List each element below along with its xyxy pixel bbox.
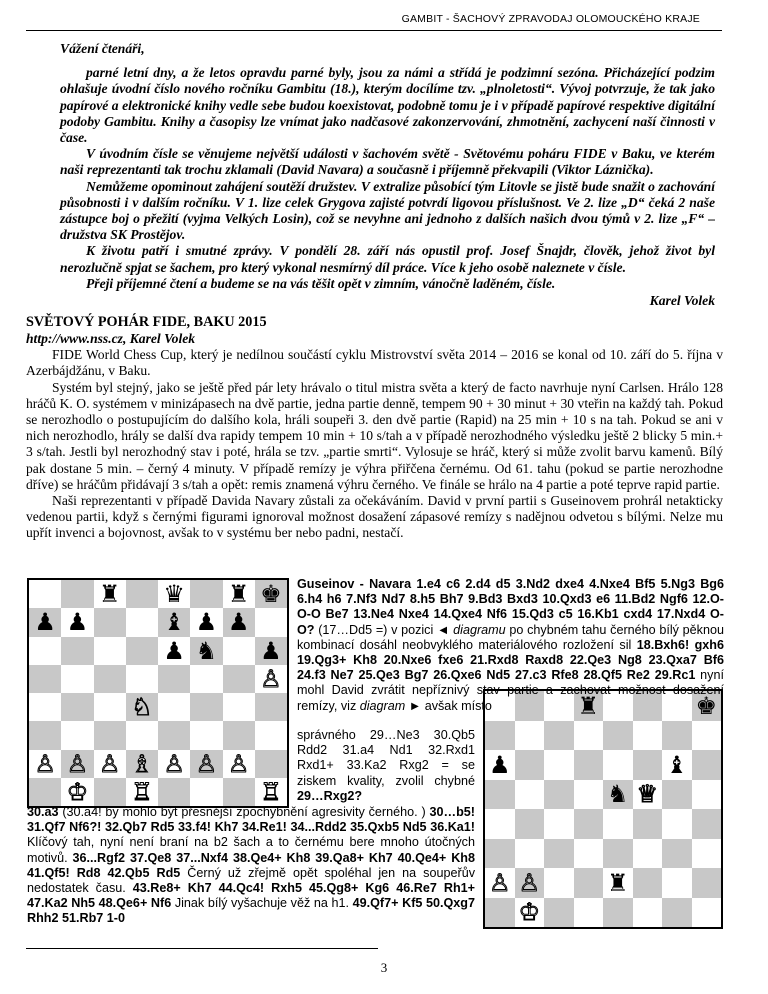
board-square — [190, 580, 222, 608]
board-square — [29, 778, 61, 806]
board-square — [61, 637, 93, 665]
board-square — [158, 665, 190, 693]
board-square — [633, 868, 663, 898]
board-square — [544, 780, 574, 810]
board-square — [126, 665, 158, 693]
game-notation — [297, 577, 724, 714]
chess-piece: ♝ — [158, 608, 190, 636]
game-moves: Guseinov - Navara 1.e4 c6 2.d4 d5 3.Nd2 dxe4 4.Nxe4 Bf5 5.Ng3 Bg6 6.h4 h6 7.Nf3 Nd7 8.h5 Bh7 9.Bd3 Bxd3 10.Qxd3 e6 11.Bd2 Ngf6 12.O-O-O Be7 13.Ne4 Nxe4 14.Qxe4 Nf6 15.Qd3 c5 16.Kb1 cxd4 17.Nxd4 O-O? — [297, 577, 724, 637]
board-square — [574, 898, 604, 928]
game-comment: (17…Dd5 =) v pozici ◄ — [314, 622, 454, 637]
game-moves: 30…b5! 31.Qf7 Nf6?! 32.Qb7 Rd5 33.f4! Kh7 34.Re1! 34...Rdd2 35.Qxb5 Nd5 36.Ka1! — [27, 805, 475, 835]
board-square — [662, 839, 692, 869]
chess-piece: ♟ — [255, 637, 287, 665]
chess-piece: ♚ — [255, 580, 287, 608]
board-square — [515, 839, 545, 869]
board-square — [190, 693, 222, 721]
board-square — [603, 750, 633, 780]
chess-piece: ♝ — [662, 750, 692, 780]
article — [26, 314, 723, 542]
chess-piece: ♟ — [223, 608, 255, 636]
board-square — [574, 868, 604, 898]
board-square — [94, 721, 126, 749]
board-square — [544, 750, 574, 780]
board-square — [485, 721, 515, 751]
page-number: 3 — [380, 960, 388, 975]
board-square — [633, 898, 663, 928]
board-square — [29, 637, 61, 665]
chess-piece: ♙ — [61, 750, 93, 778]
chess-piece: ♟ — [61, 608, 93, 636]
chess-piece: ♙ — [485, 868, 515, 898]
board-square — [29, 665, 61, 693]
article-paragraph: FIDE World Chess Cup, který je nedílnou součástí cyklu Mistrovství světa 2014 – 2016 se konal od 10. září do 5. října v Azerbájdžánu, v Baku. — [26, 347, 723, 379]
editorial-greeting: Vážení čtenáři, — [60, 41, 145, 56]
editorial-paragraph: parné letní dny, a že letos opravdu parné byly, jsou za námi a střídá je podzimní sezóna. Přicházející podzim ohlašuje úvodní číslo nového ročníku Gambitu (18.), kterým docílíme tzv. „plnoletosti“. Vývoj potvrzuje, že tak jako papírové a elektronické knihy vedle sebe budou koexistovat, podobně tomu je i v případě papírové respektive digitální podoby Gambitu. Knihy a časopisy lze vnímat jako nadčasové zakonzervování, zhmotnění, zachycení naší činnosti v čase. — [60, 65, 715, 146]
board-square — [574, 750, 604, 780]
board-square — [223, 693, 255, 721]
chess-piece: ♙ — [158, 750, 190, 778]
board-square — [662, 868, 692, 898]
board-square — [574, 780, 604, 810]
board-square — [61, 580, 93, 608]
board-square — [485, 839, 515, 869]
board-square — [633, 809, 663, 839]
chess-piece: ♟ — [29, 608, 61, 636]
board-square — [515, 721, 545, 751]
chess-piece: ♚ — [692, 691, 722, 721]
board-square — [515, 809, 545, 839]
chess-piece: ♔ — [515, 898, 545, 928]
game-notation — [27, 805, 475, 927]
editorial-paragraph: Přeji příjemné čtení a budeme se na vás těšit opět v zimním, vánočně laděném, čísle. — [86, 275, 556, 291]
board-square — [633, 839, 663, 869]
chess-piece: ♙ — [515, 868, 545, 898]
board-square — [223, 637, 255, 665]
board-square — [223, 721, 255, 749]
chess-piece: ♖ — [255, 778, 287, 806]
game-moves: 43.Re8+ Kh7 44.Qc4! Rxh5 45.Qg8+ Kg6 46.Re7 Rh1+ 47.Ka2 Nh5 48.Qe6+ Nf6 — [27, 881, 476, 911]
board-square — [515, 780, 545, 810]
board-square — [94, 693, 126, 721]
game-comment: Jinak bílý vyšachuje věž na h1. — [171, 896, 353, 911]
game-comment: Klíčový tah, nyní není braní na b2 šach a to černému bere mnoho útočných motivů. — [27, 835, 475, 865]
editorial-paragraph: K životu patří i smutné zprávy. V pondělí 28. září nás opustil prof. Josef Šnajdr, člověk, jehož život byl nerozlučně spjat se šachem, pro který vykonal nesmírný díl práce. Více k jeho osobě naleznete v čísle. — [60, 243, 715, 275]
chess-piece: ♘ — [126, 693, 158, 721]
board-square — [158, 721, 190, 749]
board-square — [544, 898, 574, 928]
chess-piece: ♜ — [223, 580, 255, 608]
board-square — [94, 608, 126, 636]
board-square — [692, 721, 722, 751]
board-square — [603, 898, 633, 928]
chess-piece: ♜ — [574, 691, 604, 721]
game-moves: 30.a3 — [27, 805, 59, 819]
board-square — [544, 839, 574, 869]
game-comment: ► avšak místo — [405, 698, 492, 713]
chess-diagram-1 — [27, 578, 289, 808]
game-comment: Černý už zřejmě opět spoléhal jen na soupeřův nedostatek času. — [27, 865, 475, 896]
article-title: SVĚTOVÝ POHÁR FIDE, BAKU 2015 — [26, 314, 267, 330]
board-square — [574, 839, 604, 869]
board-square — [603, 839, 633, 869]
board-square — [633, 721, 663, 751]
board-square — [544, 868, 574, 898]
board-square — [485, 809, 515, 839]
chess-piece: ♗ — [126, 750, 158, 778]
board-square — [190, 778, 222, 806]
board-square — [61, 721, 93, 749]
game-moves: 29…Rxg2? — [297, 788, 363, 803]
board-square — [692, 898, 722, 928]
game-comment: nyní mohl David zvrátit nepříznivý stav partie a zachovat možnost dosažení remízy, viz — [297, 668, 724, 713]
footnote-rule — [26, 948, 378, 949]
game-comment: diagram — [359, 698, 406, 713]
chess-piece: ♜ — [603, 868, 633, 898]
board-square — [662, 780, 692, 810]
chess-piece: ♛ — [158, 580, 190, 608]
board-square — [662, 809, 692, 839]
chess-piece: ♟ — [190, 608, 222, 636]
game-comment: po chybném tahu černého bílý pěknou kombinací dosáhl neobvyklého materiálového rozložení sil — [297, 622, 724, 652]
board-square — [94, 637, 126, 665]
chess-piece: ♙ — [223, 750, 255, 778]
article-paragraph: Systém byl stejný, jako se ještě před pár lety hrávalo o titul mistra světa a který de facto navrhuje nyní Carlsen. Hrálo 128 hráčů K. O. systémem v minizápasech na dvě partie, jedna partie denně, tempem 90 + 30 minut + 30 vteřin na každý tah. Pokud se nerozhodlo o postupujícím do dalšího kola, hráli soupeři 3. den dvě partie (Rapid) na 25 min + 10 s na tah. Pokud se ani v nich nerozhodlo, hrály se další dva rapidy tempem 10 min + 10 s/tah a v případě nerozhodného výsledku ještě 2 blicky 5 min.+ 3 s/tah. Jestli byl nerozhodný stav i poté, hrála se tzv. „partie smrti“. Vylosuje se hráč, který si může zvolit barvu kamenů. Bílý pak dostane 5 min. – černý 4 minuty. V případě remízy je výhra přiřčena černému. Od 61. tahu (pokud se partie nerozhodne dříve) se hráčům přidávají 3 s/tah a opět: remis znamená výhru černého. Ve finále se hrálo na 4 partie a poté teprve rapid partie. — [26, 379, 723, 492]
board-square — [662, 721, 692, 751]
chess-piece: ♙ — [190, 750, 222, 778]
chess-piece: ♙ — [255, 665, 287, 693]
editorial-paragraph: V úvodním čísle se věnujeme největší události v šachovém světě - Světovému poháru FIDE v Baku, ve kterém naši reprezentanti tak trochu zklamali (David Navara) a současně i příjemně překvapili (Viktor Láznička). — [60, 146, 715, 178]
board-square — [692, 839, 722, 869]
game-notation — [297, 728, 475, 804]
game-moves: 18.Bxh6! gxh6 19.Qg3+ Kh8 20.Nxe6 fxe6 21.Rxd8 Raxd8 22.Qe3 Ng8 23.Qxa7 Bf6 24.f3 Ne7 25.Qe3 Bg7 26.Qxe6 Nd5 27.c3 Rfe8 28.Qf5 Re2 29.Rc1 — [297, 637, 724, 683]
board-square — [255, 721, 287, 749]
board-square — [485, 780, 515, 810]
chess-piece: ♕ — [633, 780, 663, 810]
chess-piece: ♞ — [603, 780, 633, 810]
game-comment: diagramu — [453, 622, 506, 637]
board-square — [126, 637, 158, 665]
chess-piece: ♟ — [485, 750, 515, 780]
board-square — [255, 693, 287, 721]
editorial — [60, 41, 715, 309]
board-square — [158, 778, 190, 806]
board-square — [223, 778, 255, 806]
running-header: GAMBIT - ŠACHOVÝ ZPRAVODAJ OLOMOUCKÉHO KRAJE — [401, 13, 700, 25]
board-square — [662, 898, 692, 928]
board-square — [126, 580, 158, 608]
board-square — [94, 665, 126, 693]
board-square — [485, 898, 515, 928]
board-square — [29, 693, 61, 721]
chess-piece: ♖ — [126, 778, 158, 806]
board-square — [126, 608, 158, 636]
board-square — [574, 721, 604, 751]
board-square — [190, 721, 222, 749]
board-square — [61, 665, 93, 693]
chess-piece: ♞ — [190, 637, 222, 665]
game-comment: správného 29…Ne3 30.Qb5 Rdd2 31.a4 Nd1 32.Rxd1 Rxd1+ 33.Ka2 Rxg2 = se ziskem kvality, zvolil chybné — [297, 728, 475, 788]
game-moves: 36...Rgf2 37.Qe8 37...Nxf4 38.Qe4+ Kh8 39.Qa8+ Kh7 40.Qe4+ Kh8 41.Qf5! Rd8 42.Qb5 Rd5 — [27, 850, 475, 880]
board-square — [633, 750, 663, 780]
board-square — [29, 721, 61, 749]
board-square — [190, 665, 222, 693]
board-square — [692, 868, 722, 898]
game-moves: 49.Qf7+ Kf5 50.Qxg7 Rhh2 51.Rb7 1-0 — [27, 896, 476, 926]
board-square — [158, 693, 190, 721]
editorial-paragraph: Nemůžeme opominout zahájení soutěží družstev. V extralize působící tým Litovle se jistě bude snažit o zachování působnosti i v dalším ročníku. V 1. lize celek Grygova zajisté potvrdí ligovou příslušnost. Ve 2. lize „D“ čeká 2 naše zástupce boj o přežití (vyjma Velkých Losin), což se nevyhne ani jednoho z dalších našich dvou týmů v 2. lize „F“ – družstva SK Prostějov. — [60, 178, 715, 243]
board-square — [603, 721, 633, 751]
chess-piece: ♙ — [29, 750, 61, 778]
header-rule — [26, 30, 722, 31]
chess-piece: ♔ — [61, 778, 93, 806]
board-square — [544, 721, 574, 751]
board-square — [692, 750, 722, 780]
board-square — [255, 608, 287, 636]
board-square — [692, 809, 722, 839]
editorial-signature: Karel Volek — [649, 293, 715, 309]
article-source: http://www.nss.cz, Karel Volek — [26, 331, 196, 346]
chess-piece: ♜ — [94, 580, 126, 608]
board-square — [515, 750, 545, 780]
board-square — [255, 750, 287, 778]
board-square — [126, 721, 158, 749]
chess-diagram-2 — [483, 689, 723, 929]
board-square — [61, 693, 93, 721]
article-paragraph: Naši reprezentanti v případě Davida Navary zůstali za očekáváním. David v první partii s Guseinovem prohrál netakticky vedenou partii, když s černými figurami ignoroval možnost dosažení zápasové remízy s nadějnou odvetou s bílými. Nelze mu upřít invenci a bojovnost, avšak to v systému ber nebo padni, nestačí. — [26, 493, 723, 541]
chess-piece: ♙ — [94, 750, 126, 778]
chess-piece: ♟ — [158, 637, 190, 665]
board-square — [94, 778, 126, 806]
board-square — [29, 580, 61, 608]
board-square — [603, 809, 633, 839]
game-comment: (30.a4! by mohlo být přesnější zpochybnění agresivity černého. ) — [58, 805, 430, 819]
board-square — [692, 780, 722, 810]
board-square — [223, 665, 255, 693]
board-square — [574, 809, 604, 839]
board-square — [544, 809, 574, 839]
